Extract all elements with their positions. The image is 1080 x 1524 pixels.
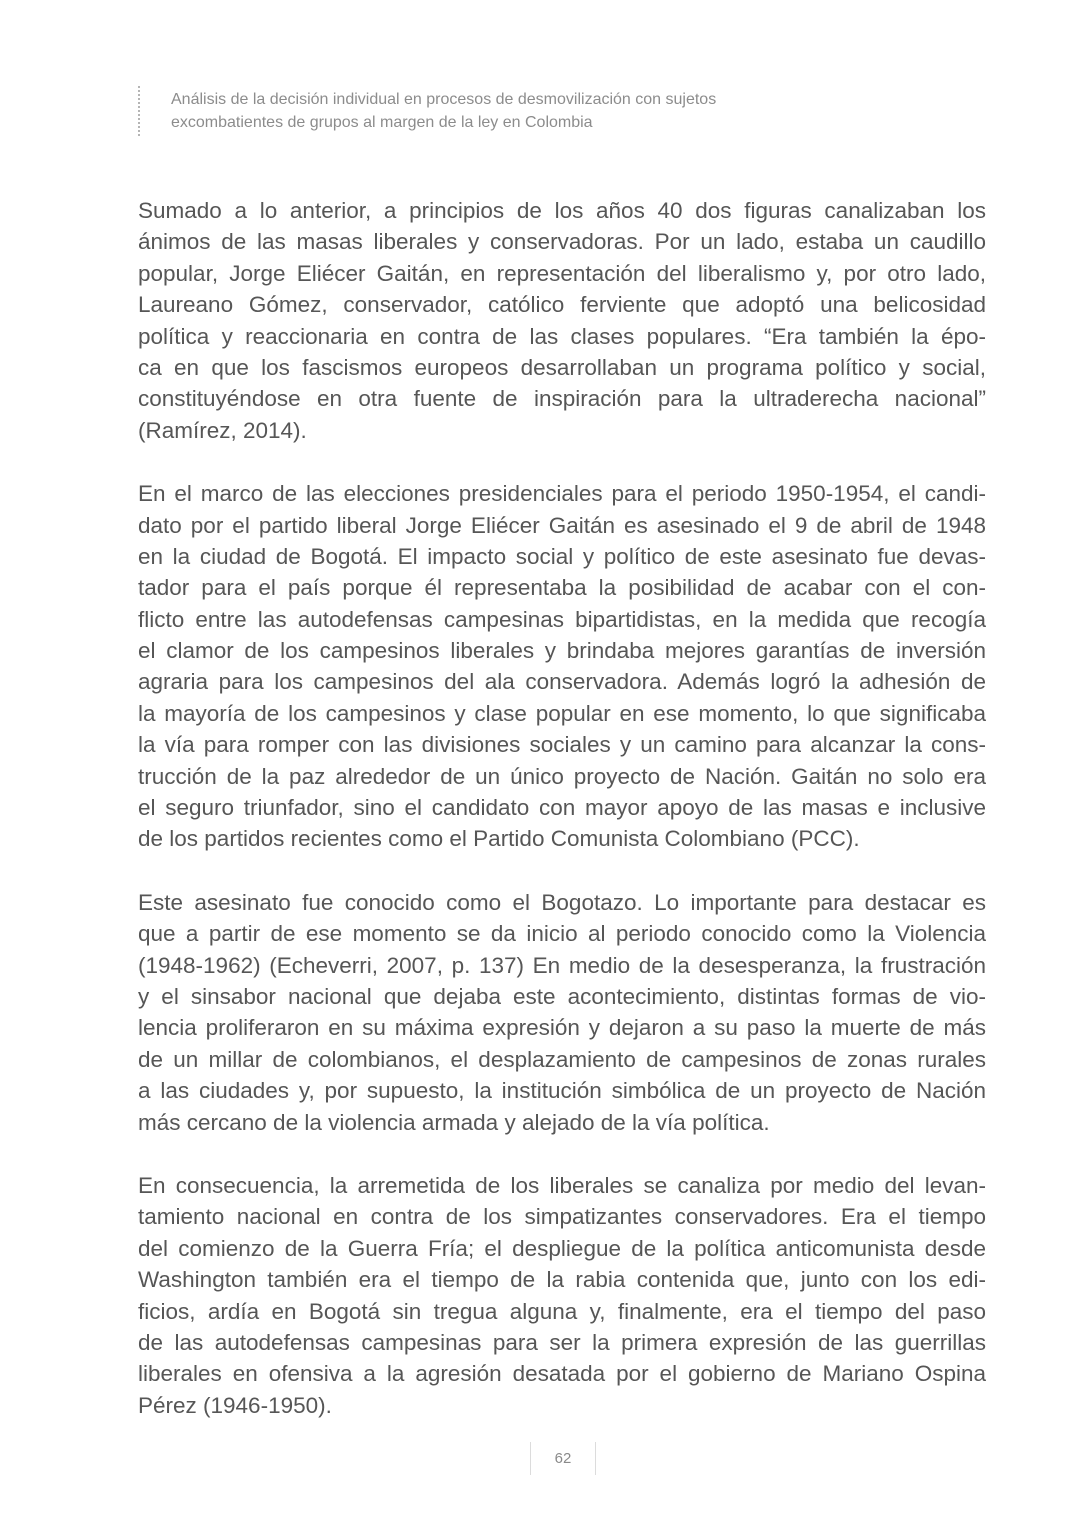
text-line: la mayoría de los campesinos y clase popular en ese momento, lo que significaba: [138, 700, 986, 726]
text-line: tador para el país porque él representaba la posibilidad de acabar con el con-: [138, 575, 986, 601]
text-line: ficios, ardía en Bogotá sin tregua alguna y, finalmente, era el tiempo del paso: [138, 1298, 986, 1324]
paragraph-3: [138, 887, 986, 1138]
text-line: de los partidos recientes como el Partido Comunista Colombiano (PCC).: [138, 826, 860, 852]
text-line: flicto entre las autodefensas campesinas bipartidistas, en la medida que recogía: [138, 606, 986, 632]
text-line: tamiento nacional en contra de los simpatizantes conservadores. Era el tiempo: [138, 1204, 986, 1230]
text-line: liberales en ofensiva a la agresión desatada por el gobierno de Mariano Ospina: [138, 1361, 986, 1387]
text-line: ánimos de las masas liberales y conservadoras. Por un lado, estaba un caudillo: [138, 229, 986, 255]
text-line: dato por el partido liberal Jorge Eliécer Gaitán es asesinado el 9 de abril de 1948: [138, 512, 986, 538]
text-line: (Ramírez, 2014).: [138, 417, 307, 443]
text-line: del comienzo de la Guerra Fría; el despliegue de la política anticomunista desde: [138, 1235, 986, 1261]
text-line: Washington también era el tiempo de la rabia contenida que, junto con los edi-: [138, 1267, 986, 1293]
text-line: (1948-1962) (Echeverri, 2007, p. 137) En medio de la desesperanza, la frustración: [138, 952, 986, 978]
text-line: En consecuencia, la arremetida de los liberales se canaliza por medio del levan-: [138, 1172, 986, 1198]
text-line: el clamor de los campesinos liberales y brindaba mejores garantías de inversión: [138, 638, 986, 664]
running-header: [138, 86, 871, 136]
text-line: agraria para los campesinos del ala conservadora. Además logró la adhesión de: [138, 669, 986, 695]
running-header-line-2: excombatientes de grupos al margen de la ley en Colombia: [171, 114, 593, 131]
paragraph-2: [138, 478, 986, 855]
text-line: Laureano Gómez, conservador, católico ferviente que adoptó una belicosidad: [138, 292, 986, 318]
text-line: de las autodefensas campesinas para ser la primera expresión de las guerrillas: [138, 1329, 986, 1355]
text-line: lencia proliferaron en su máxima expresión y dejaron a su paso la muerte de más: [138, 1015, 986, 1041]
text-line: En el marco de las elecciones presidenciales para el periodo 1950-1954, el candi-: [138, 481, 986, 507]
paragraph-4: [138, 1170, 986, 1421]
text-line: en la ciudad de Bogotá. El impacto social y político de este asesinato fue devas-: [138, 543, 986, 569]
running-header-line-1: Análisis de la decisión individual en procesos de desmovilización con sujetos: [171, 91, 717, 108]
text-line: el seguro triunfador, sino el candidato con mayor apoyo de las masas e inclusive: [138, 795, 986, 821]
text-line: de un millar de colombianos, el desplazamiento de campesinos de zonas rurales: [138, 1046, 986, 1072]
text-line: trucción de la paz alrededor de un único proyecto de Nación. Gaitán no solo era: [138, 763, 986, 789]
text-line: constituyéndose en otra fuente de inspiración para la ultraderecha nacional”: [138, 386, 986, 412]
text-line: Sumado a lo anterior, a principios de los años 40 dos figuras canalizaban los: [138, 198, 986, 223]
paragraph-1: [138, 195, 986, 446]
page-number: 62: [554, 1450, 572, 1467]
body-text: [138, 195, 986, 1453]
text-line: más cercano de la violencia armada y alejado de la vía política.: [138, 1109, 770, 1135]
text-line: popular, Jorge Eliécer Gaitán, en representación del liberalismo y, por otro lado,: [138, 260, 986, 286]
text-line: y el sinsabor nacional que dejaba este acontecimiento, distintas formas de vio-: [138, 983, 986, 1009]
text-line: Pérez (1946-1950).: [138, 1392, 332, 1418]
text-line: política y reaccionaria en contra de las clases populares. “Era también la épo-: [138, 323, 986, 349]
text-line: ca en que los fascismos europeos desarrollaban un programa político y social,: [138, 354, 986, 380]
text-line: la vía para romper con las divisiones sociales y un camino para alcanzar la cons-: [138, 732, 986, 758]
text-line: Este asesinato fue conocido como el Bogotazo. Lo importante para destacar es: [138, 889, 986, 915]
text-line: a las ciudades y, por supuesto, la institución simbólica de un proyecto de Nación: [138, 1078, 986, 1104]
page-footer: [530, 1442, 596, 1475]
text-line: que a partir de ese momento se da inicio al periodo conocido como la Violencia: [138, 921, 986, 947]
